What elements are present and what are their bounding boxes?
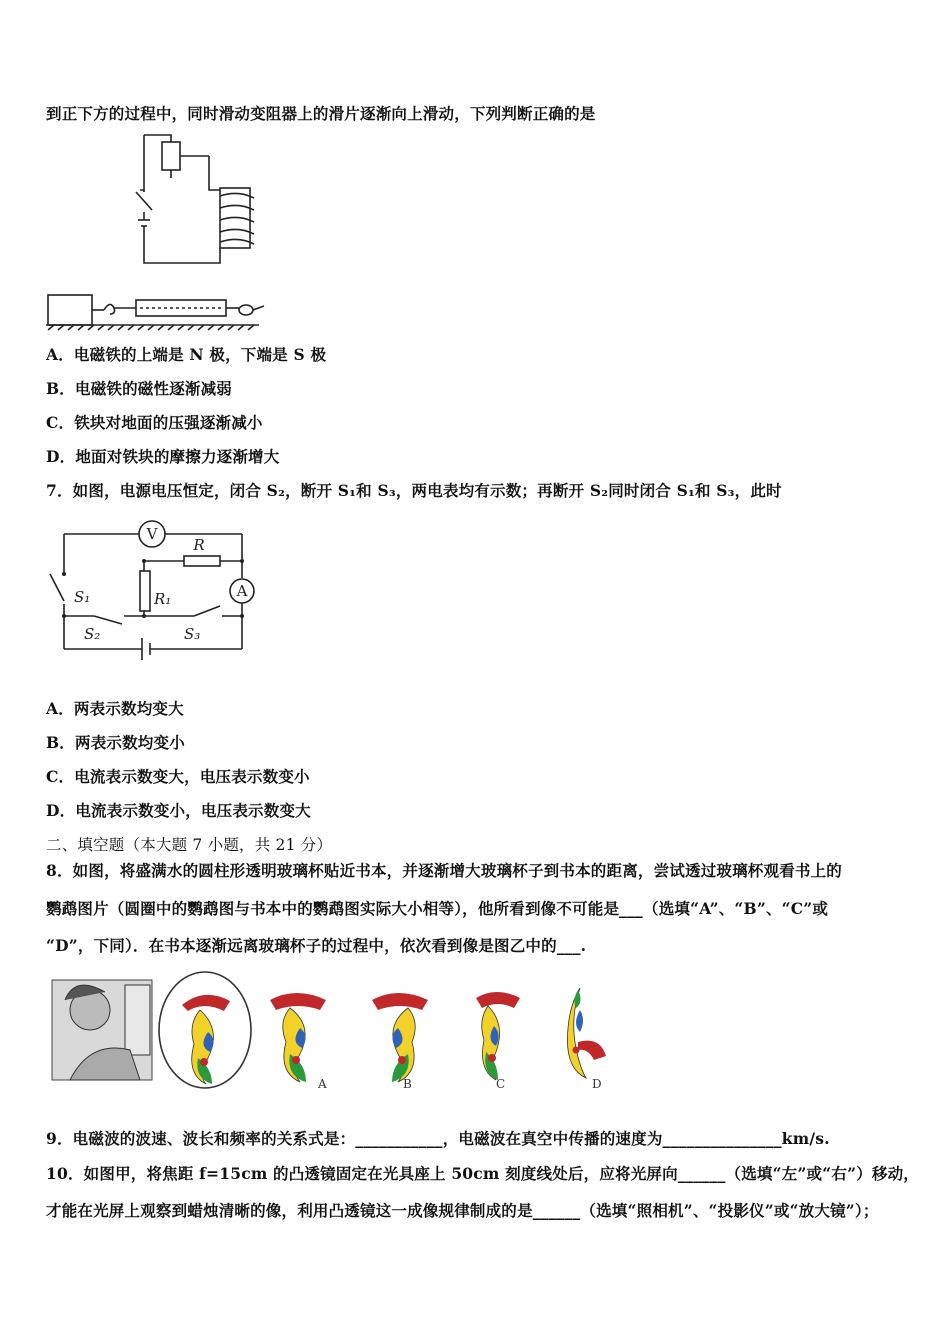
parrot-figure <box>50 970 630 1095</box>
q10-line-1: 10．如图甲，将焦距 f=15cm 的凸透镜固定在光具座上 50cm 刻度线处后，应将光屏向______（选填“左”或“右”）移动， <box>46 1164 919 1183</box>
q7-stem: 7．如图，电源电压恒定，闭合 S₂，断开 S₁和 S₃，两电表均有示数；再断开 S₂同时闭合 S₁和 S₃，此时 <box>46 481 782 500</box>
parrot-a-label: A <box>318 1077 327 1091</box>
voltmeter-label: V <box>146 525 158 543</box>
q6-option-d: D．地面对铁块的摩擦力逐渐增大 <box>46 447 280 466</box>
resistor-r-label: R <box>193 536 205 554</box>
q6-option-c: C．铁块对地面的压强逐渐减小 <box>46 413 263 432</box>
resistor-r1-label: R₁ <box>154 590 172 608</box>
q6-option-a: A．电磁铁的上端是 N 极，下端是 S 极 <box>46 345 327 364</box>
q6-stem-tail: 到正下方的过程中，同时滑动变阻器上的滑片逐渐向上滑动，下列判断正确的是 <box>46 104 596 123</box>
q7-option-b: B．两表示数均变小 <box>46 733 185 752</box>
parrot-b-label: B <box>403 1077 412 1091</box>
q8-line-2: 鹦鹉图片（圆圈中的鹦鹉图与书本中的鹦鹉图实际大小相等），他所看到像不可能是___（选填“A”、“B”、“C”或 <box>46 899 829 918</box>
q7-option-a: A．两表示数均变大 <box>46 699 184 718</box>
person-illustration <box>52 980 152 1080</box>
q7-option-d: D．电流表示数变小，电压表示数变大 <box>46 801 311 820</box>
q8-line-1: 8．如图，将盛满水的圆柱形透明玻璃杯贴近书本，并逐渐增大玻璃杯子到书本的距离，尝试透过玻璃杯观看书上的 <box>46 861 842 880</box>
q10-line-2: 才能在光屏上观察到蜡烛清晰的像，利用凸透镜这一成像规律制成的是______（选填“照相机”、“投影仪”或“放大镜”）； <box>46 1201 879 1220</box>
electromagnet-figure <box>44 130 274 335</box>
switch-s1-label: S₁ <box>74 588 91 606</box>
parrot-b <box>372 993 428 1091</box>
q9-line: 9．电磁波的波速、波长和频率的关系式是：___________，电磁波在真空中传播的速度为_______________km/s. <box>46 1129 830 1148</box>
parrot-c-label: C <box>496 1077 506 1091</box>
parrot-d <box>567 988 606 1091</box>
ammeter-label: A <box>236 582 248 600</box>
switch-s3-label: S₃ <box>184 625 201 643</box>
q7-option-c: C．电流表示数变大，电压表示数变小 <box>46 767 310 786</box>
parrot-d-label: D <box>592 1077 602 1091</box>
switch-s2-label: S₂ <box>84 625 101 643</box>
section-2-heading: 二、填空题（本大题 7 小题，共 21 分） <box>46 836 333 854</box>
parrot-c <box>476 992 520 1091</box>
circuit-figure <box>44 516 269 666</box>
q6-option-b: B．电磁铁的磁性逐渐减弱 <box>46 379 233 398</box>
q8-line-3: “D”，下同）．在书本逐渐远离玻璃杯子的过程中，依次看到像是图乙中的___. <box>46 936 587 955</box>
parrot-a <box>270 993 327 1091</box>
